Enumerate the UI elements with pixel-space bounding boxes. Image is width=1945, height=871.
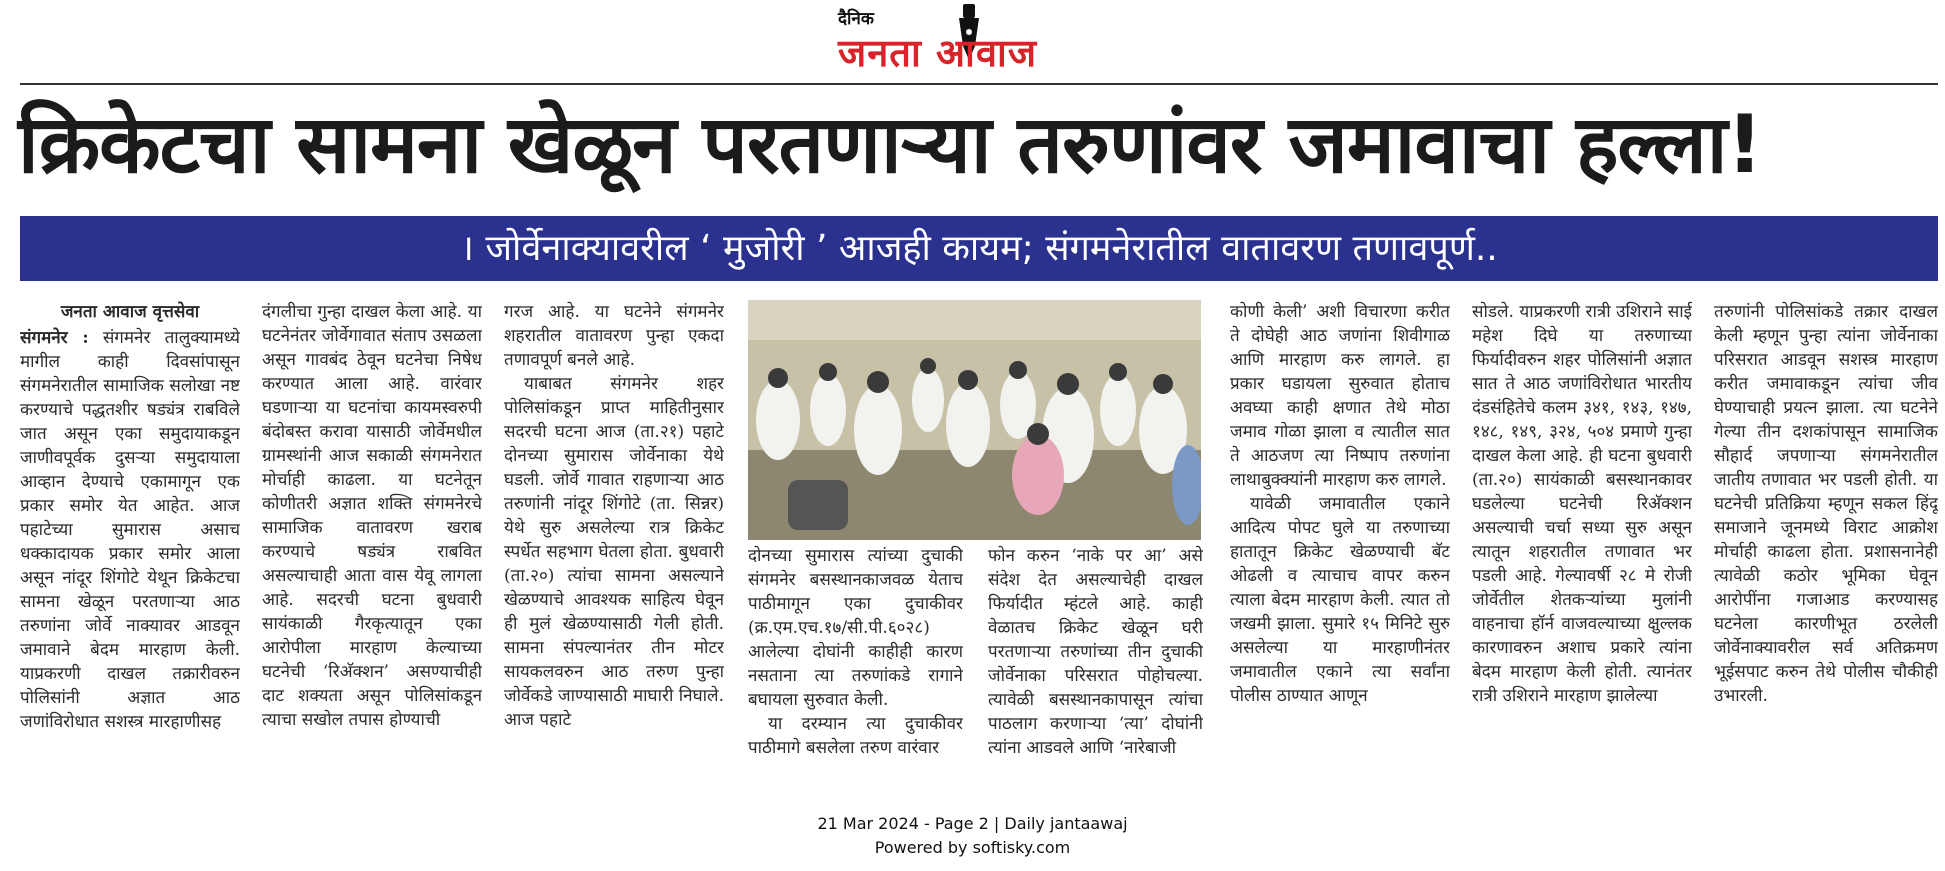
column-6-text: सोडले. याप्रकरणी रात्री उशिराने साई महेश दिघे या तरुणाच्या फिर्यादीवरुन शहर पोलिसांनी अज्ञात सात ते आठ जणांविरोधात भारतीय दंडसंहितेचे कलम ३४१, १४३, १४७, १४८, १४९, ३२४, ५०४ प्रमाणे गुन्हा दाखल केला आहे. ही घटना बुधवारी (ता.२०) सायंकाळी बसस्थानकावर घडलेल्या घटनेची रिअ‍ॅक्शन असल्याची चर्चा सध्या सुरु असून त्यातून शहरातील तणावात भर पडली आहे. गेल्यावर्षी २८ मे रोजी जोर्वेतील शेतकर्‍यांच्या मुलांनी वाहनाचा हॉर्न वाजवल्याच्या क्षुल्लक कारणावरुन अशाच प्रकारे त्यांना बेदम मारहाण केली होती. त्यानंतर रात्री उशिराने मारहाण झालेल्या	[1472, 302, 1692, 706]
article-column-3	[504, 300, 724, 790]
footer-date-page: 21 Mar 2024 - Page 2 | Daily jantaawaj	[817, 814, 1128, 833]
byline: जनता आवाज वृत्तसेवा	[60, 302, 200, 322]
article-column-6	[1472, 300, 1692, 790]
newspaper-logo[interactable]	[838, 2, 1128, 75]
column-4a-para-2: या दरम्यान त्या दुचाकीवर पाठीमागे बसलेला तरुण वारंवार	[748, 714, 963, 758]
column-5-para-2: यावेळी जमावातील एकाने आदित्य पोपट घुले या तरुणाच्या हातातून क्रिकेट खेळण्याची बॅट ओढली व त्याचाच वापर करुन त्याला बेदम मारहाण केली. त्यात तो जखमी झाला. सुमारे १५ मिनिटे सुरु असलेल्या या मारहाणीनंतर जमावातील एकाने त्या सर्वांना पोलीस ठाण्यात आणून	[1230, 494, 1450, 706]
dateline: संगमनेर :	[20, 328, 89, 348]
column-4b-text: फोन करुन ‘नाके पर आ’ असे संदेश देत असल्याचेही दाखल फिर्यादीत म्हंटले आहे. काही वेळातच क्रिकेट खेळून घरी परतणार्‍या तरुणांच्या तीन दुचाकी जोर्वेनाका परिसरात पोहोचल्या. त्यावेळी बसस्थानकापासून त्यांचा पाठलाग करणार्‍या ‘त्या’ दोघांनी त्यांना आडवले आणि ‘नारेबाजी	[988, 546, 1203, 758]
column-4a-para-1: दोनच्या सुमारास त्यांच्या दुचाकी संगमनेर बसस्थानकाजवळ येताच पाठीमागून एका दुचाकीवर (क्र.एम.एच.१७/सी.पी.६०२८) आलेल्या दोघांनी काहीही कारण नसताना त्या तरुणांकडे रागाने बघायला सुरुवात केली.	[748, 546, 963, 710]
article-column-7	[1714, 300, 1938, 790]
column-1-text	[20, 326, 240, 734]
column-1-body: संगमनेर तालुक्यामध्ये मागील काही दिवसांपासून संगमनेरातील सामाजिक सलोखा नष्ट करण्याचे पद्धतशीर षड्यंत्र राबविले जात असून एका समुदायाकडून जाणीवपूर्वक दुसऱ्या समुदायाला आव्हान देण्याचे एकामागून एक प्रकार समोर येत आहेत. आज पहाटेच्या सुमारास असाच धक्कादायक प्रकार समोर आला असून नांदूर शिंगोटे येथून क्रिकेटचा सामना खेळून परतणार्‍या आठ तरुणांना जोर्वे नाक्यावर आडवून जमावाने बेदम मारहाण केली. याप्रकरणी दाखल तक्रारीवरुन पोलिसांनी अज्ञात आठ जणांविरोधात सशस्त्र मारहाणीसह	[20, 328, 240, 732]
logo-title: जनता आवाज	[838, 31, 1038, 75]
column-5-para-1: कोणी केली’ अशी विचारणा करीत ते दोघेही आठ जणांना शिवीगाळ आणि मारहाण करु लागले. हा प्रकार घडायला सुरुवात होताच अवघ्या काही क्षणात तेथे मोठा जमाव गोळा झाला व त्यातील सात ते आठजण त्या निष्पाप तरुणांना लाथाबुक्क्यांनी मारहाण करु लागले.	[1230, 302, 1450, 490]
column-7-text: तरुणांनी पोलिसांकडे तक्रार दाखल केली म्हणून पुन्हा त्यांना जोर्वेनाका परिसरात आडवून सशस्त्र मारहाण करीत जमावाकडून त्यांचा जीव घेण्याचाही प्रयत्न झाला. त्या घटनेने गेल्या तीन दशकांपासून सामाजिक सौहार्द जपणार्‍या संगमनेरातील जातीय तणावात भर पडली होती. या घटनेची प्रतिक्रिया म्हणून सकल हिंदू समाजाने जूनमध्ये विराट आक्रोश मोर्चाही काढला होता. प्रशासनानेही त्यावेळी कठोर भूमिका घेवून आरोपींना गजाआड करण्यासह घटनेला कारणीभूत ठरलेली जोर्वेनाक्यावरील सर्व अतिक्रमण भूईसपाट करुन तेथे पोलीस चौकीही उभारली.	[1714, 302, 1938, 706]
article-headline: क्रिकेटचा सामना खेळून परतणाऱ्या तरुणांवर जमावाचा हल्ला!	[18, 98, 1762, 191]
page-footer	[0, 812, 1945, 860]
article-column-4b	[988, 544, 1203, 790]
crowd-photo-image	[748, 300, 1201, 540]
article-column-1	[20, 300, 240, 790]
column-3-para-2: याबाबत संगमनेर शहर पोलिसांकडून प्राप्त माहितीनुसार सदरची घटना आज (ता.२१) पहाटे दोनच्या सुमारास जोर्वेनाका येथे घडली. जोर्वे गावात राहणार्‍या आठ तरुणांनी नांदूर शिंगोटे (ता. सिन्नर) येथे सुरु असलेल्या रात्र क्रिकेट स्पर्धेत सहभाग घेतला होता. बुधवारी (ता.२०) त्यांचा सामना असल्याने खेळण्याचे आवश्यक साहित्य घेवून ही मुलं खेळण्यासाठी गेली होती. सामना संपल्यानंतर तीन मोटर सायकलवरुन आठ तरुण पुन्हा जोर्वेकडे जाण्यासाठी माघारी निघाले. आज पहाटे	[504, 374, 724, 730]
article-column-4a	[748, 544, 963, 790]
article-column-2	[262, 300, 482, 790]
masthead	[0, 0, 1945, 78]
logo-prefix: दैनिक	[838, 9, 874, 29]
column-3-para-1: गरज आहे. या घटनेने संगमनेर शहरातील वातावरण पुन्हा एकदा तणावपूर्ण बनले आहे.	[504, 302, 724, 370]
header-rule	[20, 83, 1938, 85]
footer-powered-by[interactable]: Powered by softisky.com	[874, 838, 1071, 857]
article-column-5	[1230, 300, 1450, 790]
subheadline-banner: । जोर्वेनाक्यावरील ‘ मुजोरी ’ आजही कायम; संगमनेरातील वातावरण तणावपूर्ण..	[20, 216, 1938, 281]
column-2-text: दंगलीचा गुन्हा दाखल केला आहे. या घटनेनंतर जोर्वेगावात संताप उसळला असून गावबंद ठेवून घटनेचा निषेध करण्यात आला आहे. वारंवार घडणार्‍या या घटनांचा कायमस्वरुपी बंदोबस्त करावा यासाठी जोर्वेमधील ग्रामस्थांनी आज सकाळी संगमनेरात मोर्चाही काढला. या घटनेतून कोणीतरी अज्ञात शक्ति संगमनेरचे सामाजिक वातावरण खराब करण्याचे षड्यंत्र राबवित असल्याचाही आता वास येवू लागला आहे. सदरची घटना बुधवारी सायंकाळी गैरकृत्यातून एका आरोपीला मारहाण केल्याच्या घटनेची ‘रिअ‍ॅक्शन’ असण्याचीही दाट शक्यता असून पोलिसांकडून त्याचा सखोल तपास होण्याची	[262, 302, 482, 730]
crowd-photo	[748, 300, 1201, 540]
